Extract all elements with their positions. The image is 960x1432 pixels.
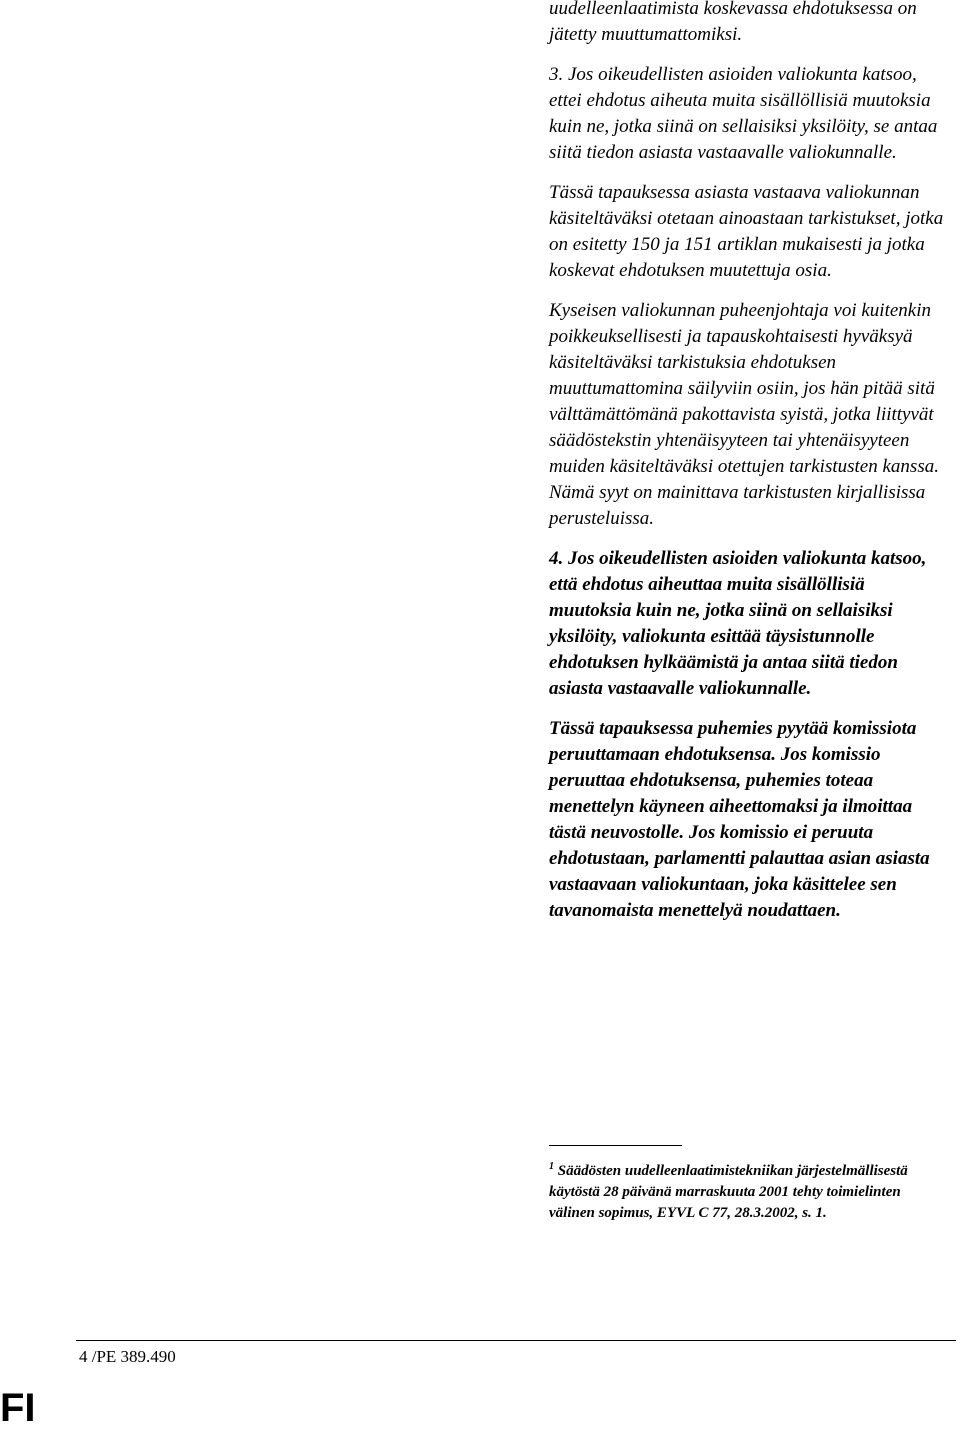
paragraph-4: 4. Jos oikeudellisten asioiden valiokunta katsoo, että ehdotus aiheuttaa muita sisällöllisiä muutoksia kuin ne, jotka siinä on sellaisiksi yksilöity, valiokunta esittää täysistunnolle ehdotuksen hylkäämistä ja antaa siitä tiedon asiasta vastaavalle valiokunnalle.: [549, 548, 927, 699]
language-code: FI: [0, 1386, 36, 1430]
footnote-text: Säädösten uudelleenlaatimistekniikan järjestelmällisestä käytöstä 28 päivänä marraskuuta 2001 tehty toimielinten välinen sopimus, EYVL C 77, 28.3.2002, s. 1.: [549, 1163, 908, 1221]
footnote-separator: [549, 1145, 682, 1146]
paragraph-3-second: Tässä tapauksessa asiasta vastaava valiokunnan käsiteltäväksi otetaan ainoastaan tarkistukset, jotka on esitetty 150 ja 151 artiklan mukaisesti ja jotka koskevat ehdotuksen muutettuja osia.: [549, 182, 944, 281]
paragraph-4-second: Tässä tapauksessa puhemies pyytää komissiota peruuttamaan ehdotuksensa. Jos komissio peruuttaa ehdotuksensa, puhemies toteaa menettelyn käyneen aiheettomaksi ja ilmoittaa tästä neuvostolle. Jos komissio ei peruuta ehdotustaan, parlamentti palauttaa asian asiasta vastaavaan valiokuntaan, joka käsittelee sen tavanomaista menettelyä noudattaen.: [549, 718, 930, 921]
paragraph-3-third: Kyseisen valiokunnan puheenjohtaja voi kuitenkin poikkeuksellisesti ja tapauskohtaisesti hyväksyä käsiteltäväksi tarkistuksia ehdotuksen muuttumattomina säilyviin osiin, jos hän pitää sitä välttämättömänä pakottavista syistä, jotka liittyvät säädöstekstin yhtenäisyyteen tai yhtenäisyyteen muiden käsiteltäväksi otettujen tarkistusten kanssa. Nämä syyt on mainittava tarkistusten kirjallisissa perusteluissa.: [549, 300, 939, 529]
paragraph-top: uudelleenlaatimista koskevassa ehdotuksessa on jätetty muuttumattomiksi.: [549, 0, 917, 45]
paragraph-3: 3. Jos oikeudellisten asioiden valiokunta katsoo, ettei ehdotus aiheuta muita sisällöllisiä muutoksia kuin ne, jotka siinä on sellaisiksi yksilöity, se antaa siitä tiedon asiasta vastaavalle valiokunnalle.: [549, 64, 938, 163]
footnote: [549, 1156, 929, 1224]
body-column: [549, 0, 949, 938]
footnote-marker: 1: [549, 1161, 554, 1172]
footer-separator: [76, 1340, 956, 1341]
page-reference: 4 /PE 389.490: [79, 1347, 176, 1366]
